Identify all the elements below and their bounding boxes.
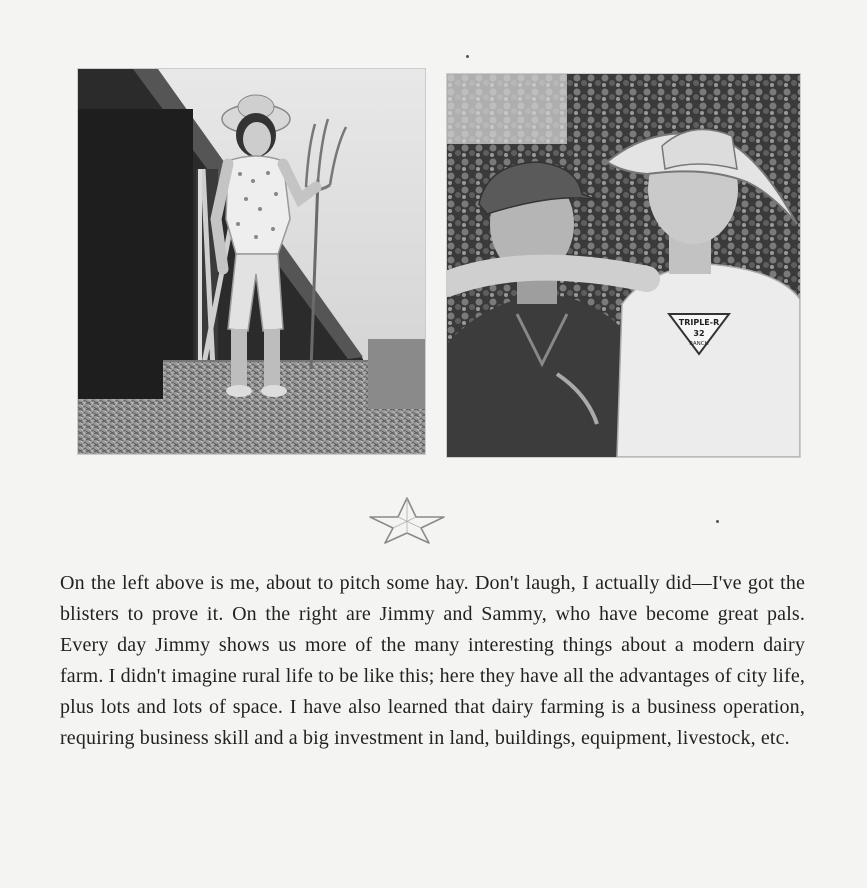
star-icon [365, 495, 449, 545]
shirt-logo-text: TRIPLE-R [678, 318, 720, 327]
caption-paragraph: On the left above is me, about to pitch some hay. Don't laugh, I actually did—I've got the blisters to prove it. On the right are Jimmy and Sammy, who have become great pals. Every day Jimmy shows us more of the many interesting things about a modern dairy farm. I didn't imagine rural life to be like this; here they have all the advantages of city life, plus lots and lots of space. I have also learned that dairy farming is a business operation, requiring business skill and a big investment in land, buildings, equipment, livestock, etc. [60, 572, 805, 749]
photo-girl-with-pitchfork [77, 68, 426, 455]
dust-speck [466, 55, 469, 58]
shirt-logo-number: 32 [693, 329, 705, 338]
dust-speck [716, 520, 719, 523]
shirt-logo-subtext: RANCH [689, 341, 709, 347]
photo-two-boys [446, 73, 801, 458]
